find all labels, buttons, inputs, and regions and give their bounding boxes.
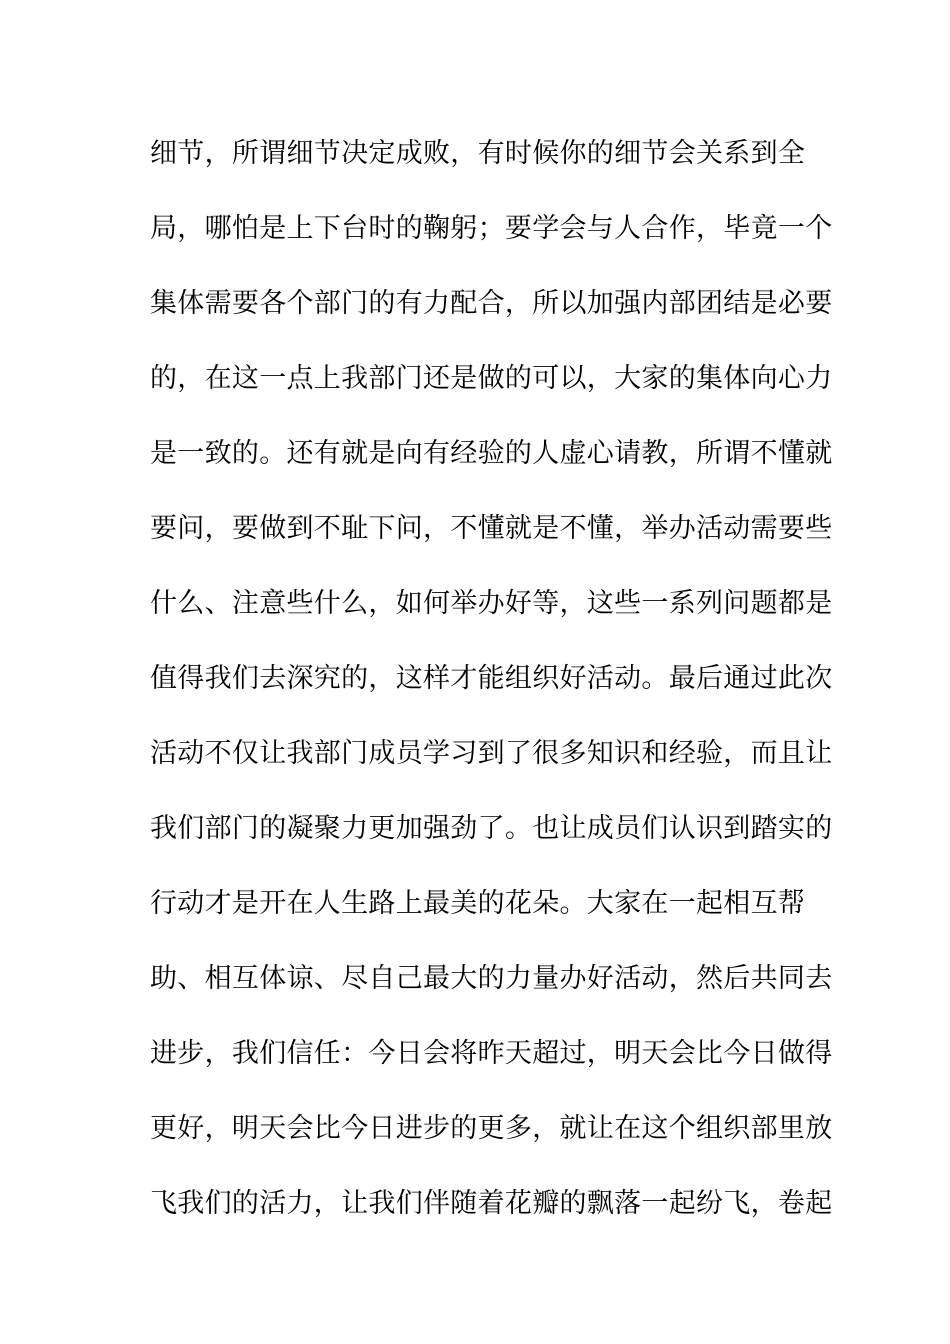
text-line: 是一致的。还有就是向有经验的人虚心请教，所谓不懂就 <box>150 438 833 469</box>
text-line: 助、相互体谅、尽自己最大的力量办好活动，然后共同去 <box>150 963 833 994</box>
text-line: 我们部门的凝聚力更加强劲了。也让成员们认识到踏实的 <box>150 813 833 844</box>
text-line: 的，在这一点上我部门还是做的可以，大家的集体向心力 <box>150 363 833 394</box>
text-line: 行动才是开在人生路上最美的花朵。大家在一起相互帮 <box>150 888 806 919</box>
body-text <box>150 126 833 1251</box>
text-line: 飞我们的活力，让我们伴随着花瓣的飘落一起纷飞，卷起 <box>150 1188 833 1219</box>
text-line: 要问，要做到不耻下问，不懂就是不懂，举办活动需要些 <box>150 513 833 544</box>
text-line: 细节，所谓细节决定成败，有时候你的细节会关系到全 <box>150 138 806 169</box>
text-line: 值得我们去深究的，这样才能组织好活动。最后通过此次 <box>150 663 833 694</box>
text-line: 活动不仅让我部门成员学习到了很多知识和经验，而且让 <box>150 738 833 769</box>
text-line: 局，哪怕是上下台时的鞠躬；要学会与人合作，毕竟一个 <box>150 213 833 244</box>
text-line: 更好，明天会比今日进步的更多，就让在这个组织部里放 <box>150 1113 833 1144</box>
text-line: 集体需要各个部门的有力配合，所以加强内部团结是必要 <box>150 288 833 319</box>
text-line: 什么、注意些什么，如何举办好等，这些一系列问题都是 <box>150 588 833 619</box>
text-line: 进步，我们信任：今日会将昨天超过，明天会比今日做得 <box>150 1038 833 1069</box>
